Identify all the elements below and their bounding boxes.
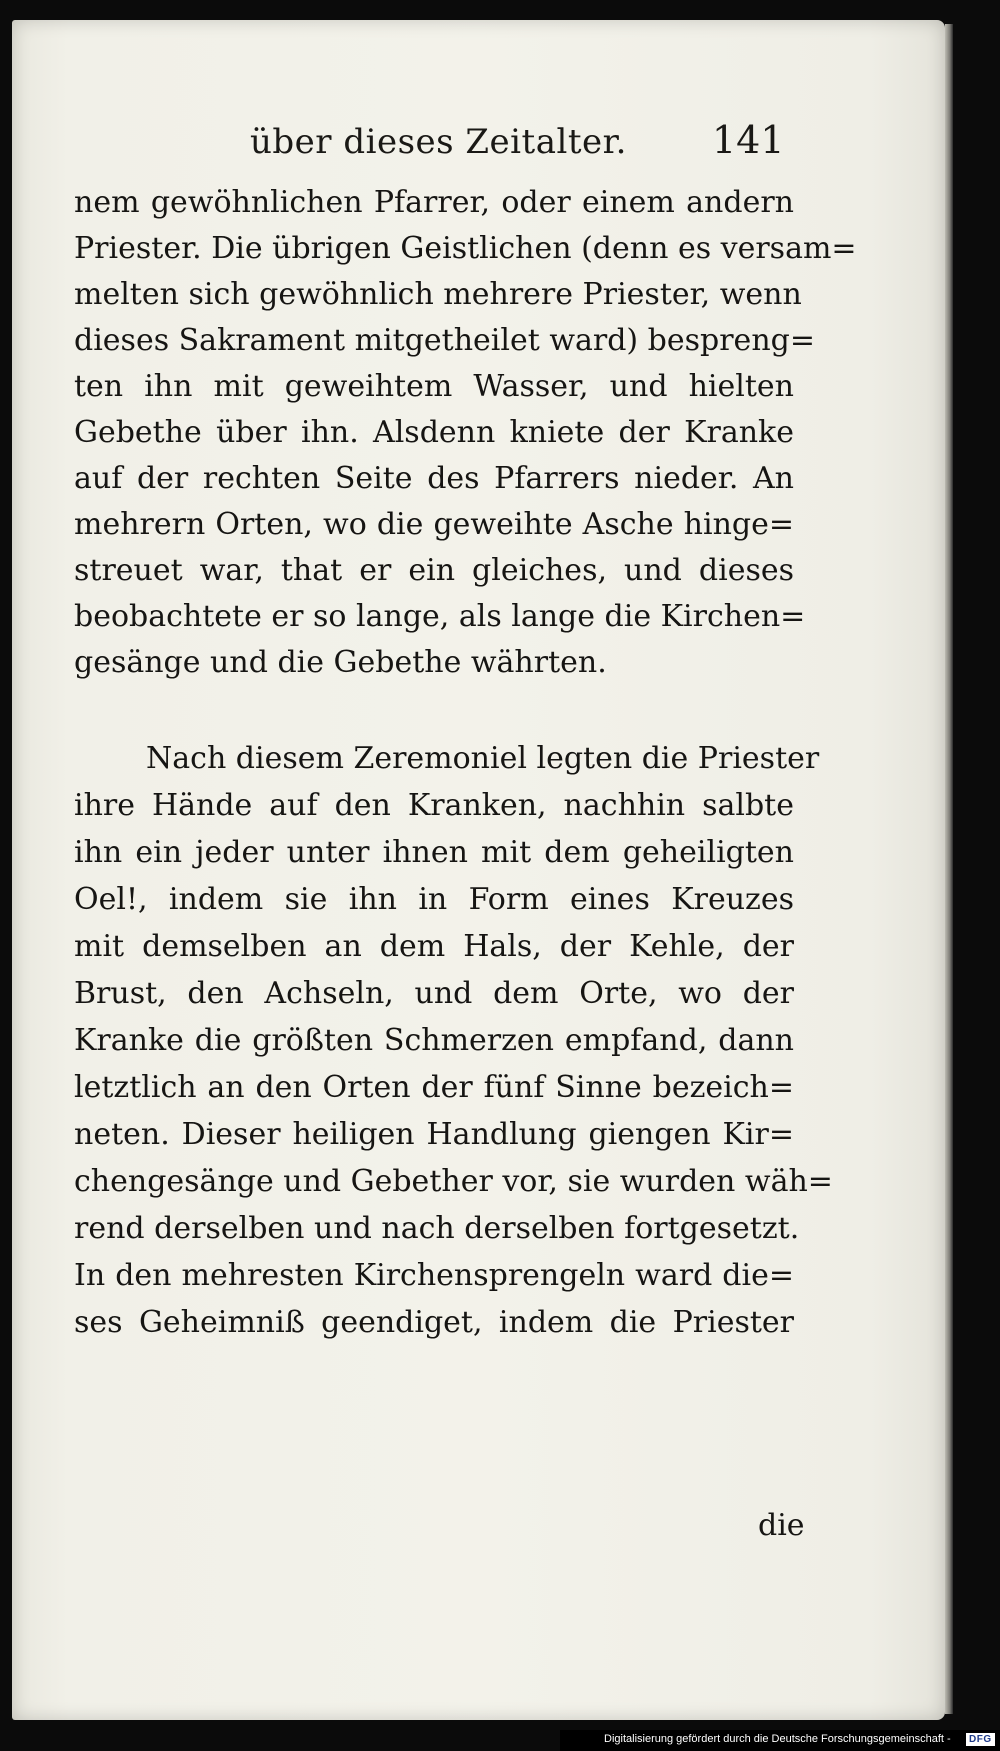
text-line: Priester. Die übrigen Geistlichen (denn es versam=	[74, 231, 857, 266]
text-line: chengesänge und Gebether vor, sie wurden wäh=	[74, 1164, 833, 1199]
page-edge	[945, 24, 953, 1714]
text-line: Oel!, indem sie ihn in Form eines Kreuzes	[74, 882, 794, 917]
text-line: ihre Hände auf den Kranken, nachhin salbte	[74, 788, 794, 823]
text-line: neten. Dieser heiligen Handlung giengen Kir=	[74, 1117, 794, 1152]
text-line: gesänge und die Gebethe währten.	[74, 645, 607, 680]
text-line: Gebethe über ihn. Alsdenn kniete der Kranke	[74, 415, 794, 450]
catchword: die	[758, 1508, 805, 1543]
text-line: dieses Sakrament mitgetheilet ward) bespreng=	[74, 323, 815, 358]
text-line: Brust, den Achseln, und dem Orte, wo der	[74, 976, 794, 1011]
text-line: melten sich gewöhnlich mehrere Priester, wenn	[74, 277, 802, 312]
text-line: auf der rechten Seite des Pfarrers nieder. An	[74, 461, 794, 496]
text-line: ihn ein jeder unter ihnen mit dem geheiligten	[74, 835, 794, 870]
dfg-logo: DFG	[966, 1733, 995, 1746]
page-number: 141	[712, 118, 785, 162]
text-line: In den mehresten Kirchensprengeln ward die=	[74, 1258, 794, 1293]
text-line: nem gewöhnlichen Pfarrer, oder einem andern	[74, 185, 794, 220]
text-line: mit demselben an dem Hals, der Kehle, der	[74, 929, 794, 964]
text-line: rend derselben und nach derselben fortgesetzt.	[74, 1211, 800, 1246]
text-line: streuet war, that er ein gleiches, und dieses	[74, 553, 794, 588]
text-line: Nach diesem Zeremoniel legten die Priester	[146, 741, 820, 776]
running-head: über dieses Zeitalter.	[250, 122, 627, 162]
text-line: ses Geheimniß geendiget, indem die Priester	[74, 1305, 794, 1340]
text-line: mehrern Orten, wo die geweihte Asche hinge=	[74, 507, 794, 542]
text-line: ten ihn mit geweihtem Wasser, und hielten	[74, 369, 794, 404]
funding-credit: Digitalisierung gefördert durch die Deutsche Forschungsgemeinschaft -	[604, 1733, 951, 1745]
text-line: letztlich an den Orten der fünf Sinne bezeich=	[74, 1070, 794, 1105]
text-line: beobachtete er so lange, als lange die Kirchen=	[74, 599, 806, 634]
text-line: Kranke die größten Schmerzen empfand, dann	[74, 1023, 794, 1058]
